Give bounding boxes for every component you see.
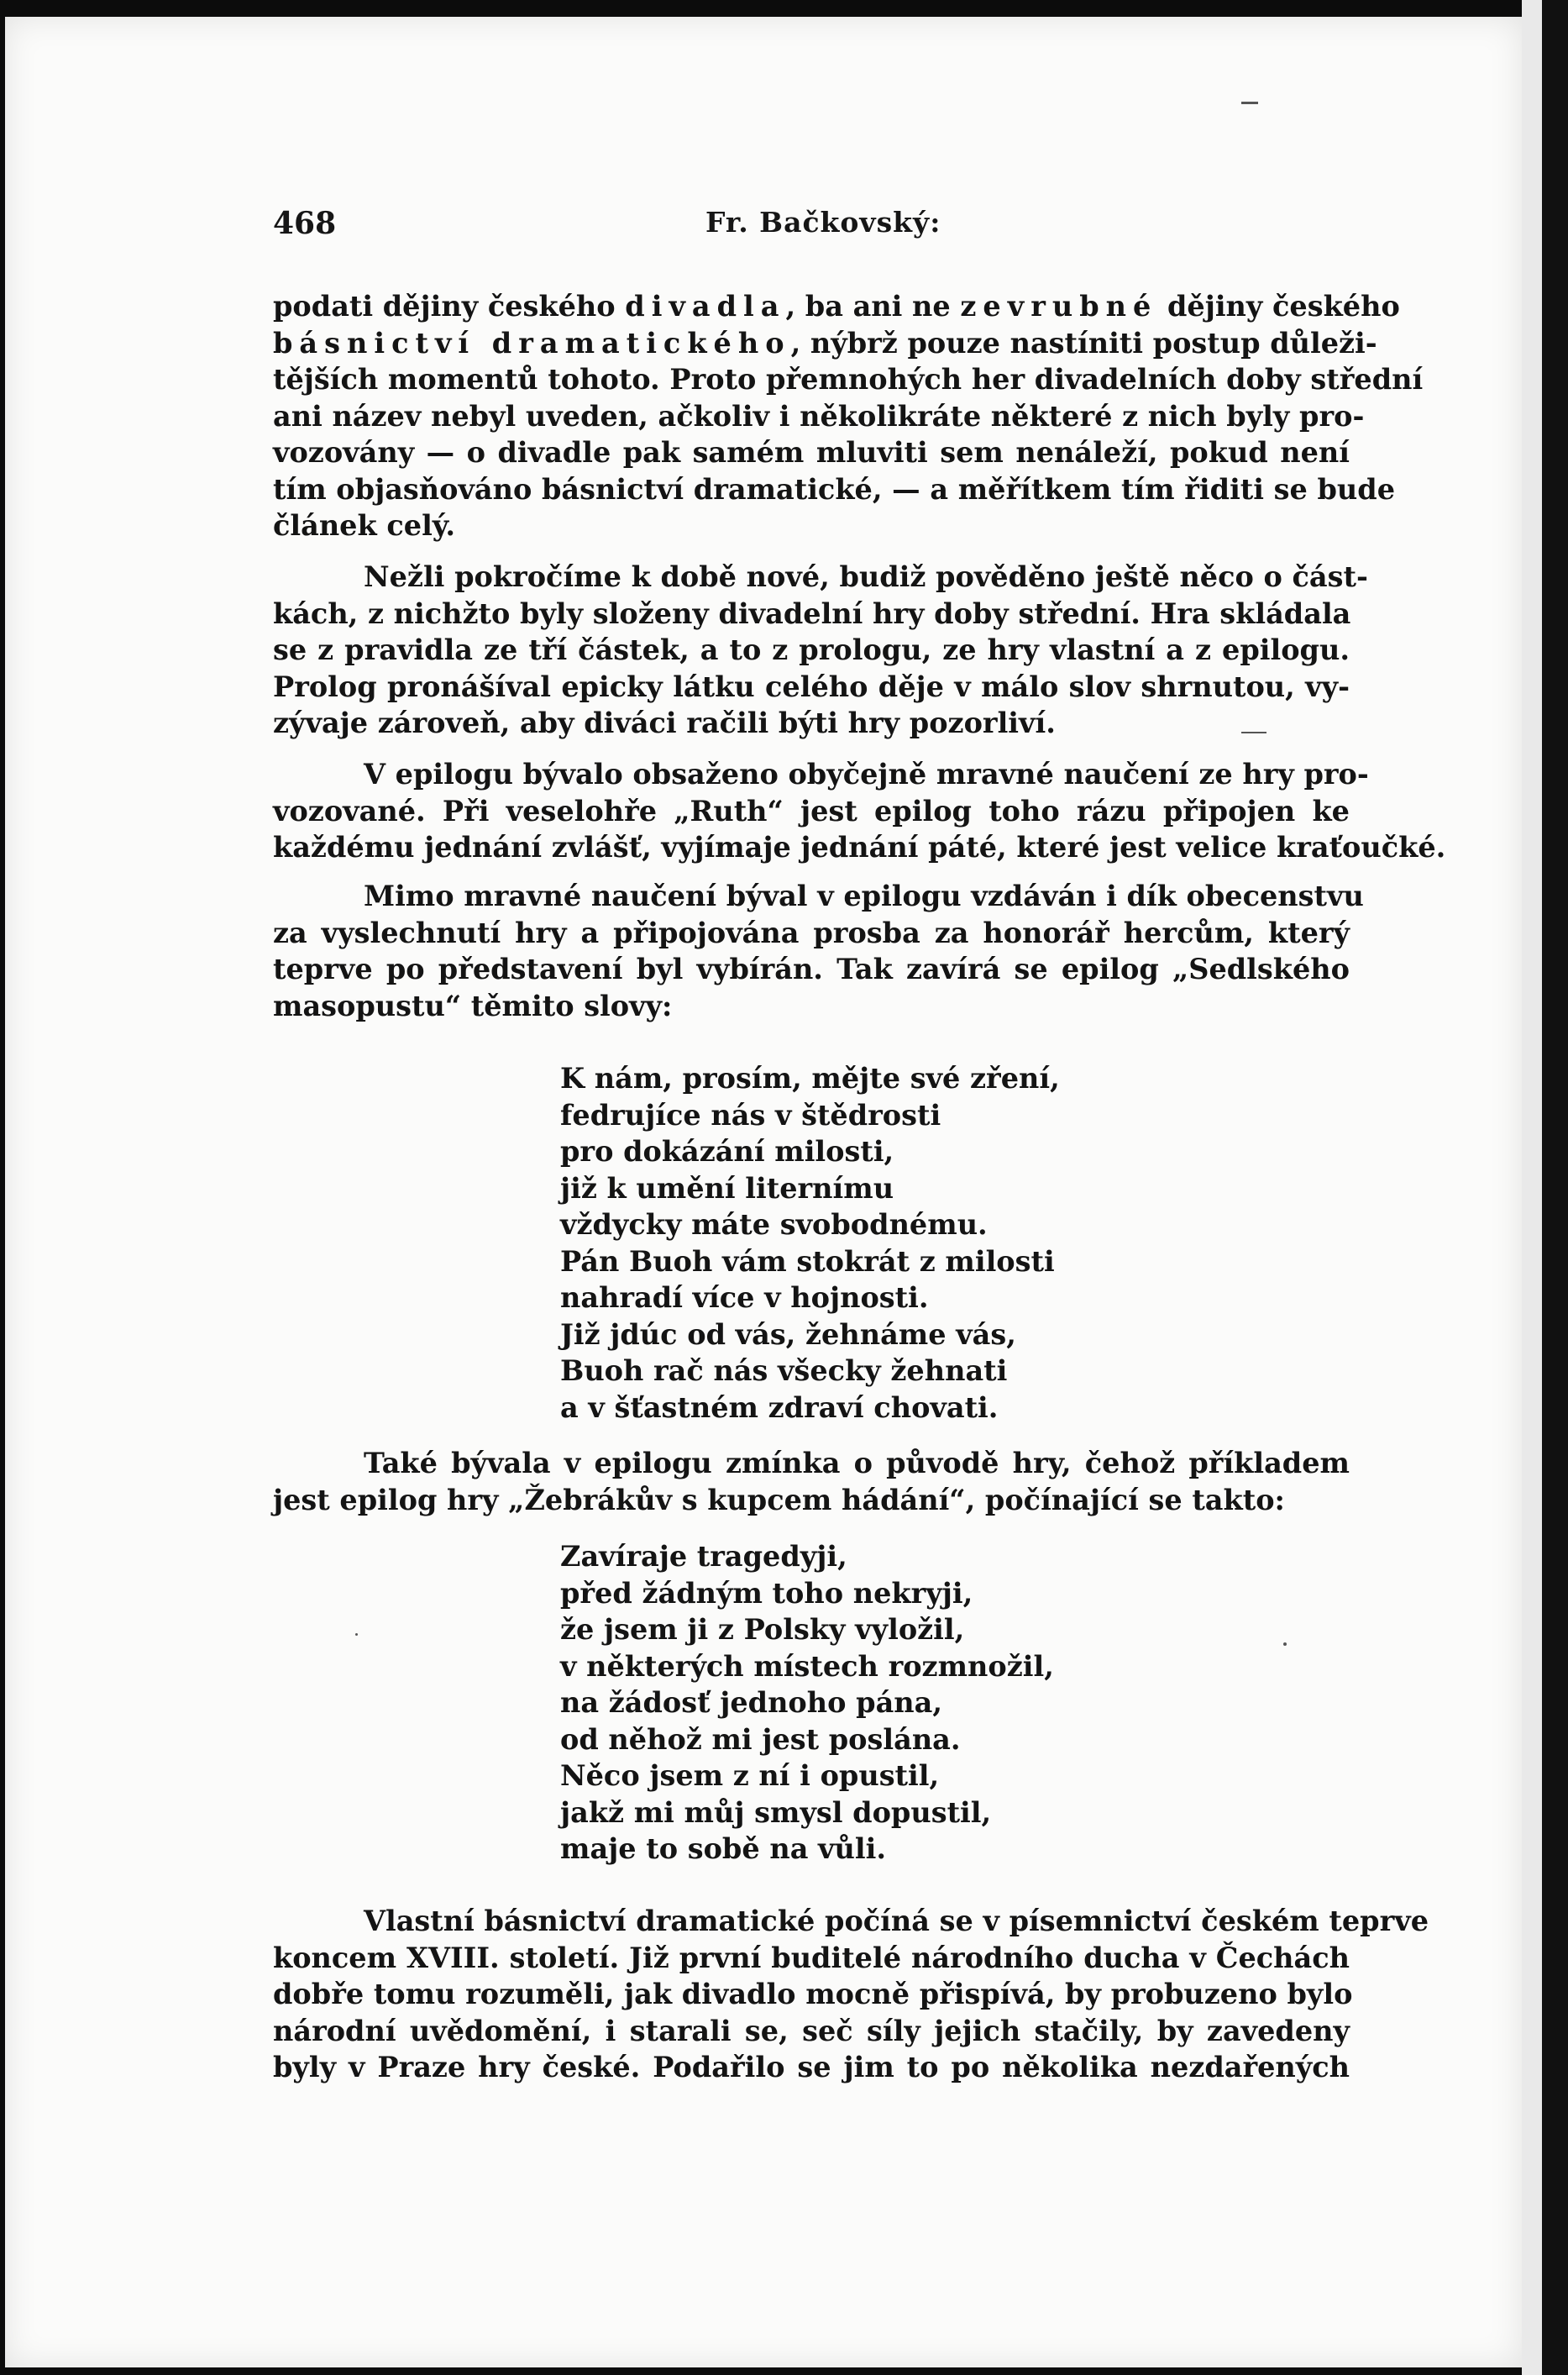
paragraph-5 xyxy=(273,1445,1350,1518)
text-line: podati dějiny českého divadla, ba ani ne zevrubné dějiny českého xyxy=(273,290,1400,323)
scan-mark-top xyxy=(1241,102,1258,104)
text-line: vozovány — o divadle pak samém mluviti sem nenáleží, pokud není xyxy=(273,436,1350,469)
text-line: byly v Praze hry české. Podařilo se jim to po několika nezdařených xyxy=(273,2051,1350,2083)
verse-line: že jsem ji z Polsky vyložil, xyxy=(560,1613,965,1646)
verse-line: již k umění liternímu xyxy=(560,1171,894,1205)
verse-block-1 xyxy=(560,1060,1060,1426)
verse-line: na žádosť jednoho pána, xyxy=(560,1686,942,1719)
verse-line: jakž mi můj smysl dopustil, xyxy=(560,1795,992,1829)
paragraph-3 xyxy=(273,756,1446,866)
spaced-emphasis: básnictví dramatického xyxy=(273,326,791,360)
text-line: každému jednání zvlášť, vyjímaje jednání páté, které jest velice kraťoučké. xyxy=(273,831,1446,864)
text-line: masopustu“ těmito slovy: xyxy=(273,989,673,1022)
verse-line: maje to sobě na vůli. xyxy=(560,1832,886,1865)
paragraph-1 xyxy=(273,288,1424,544)
text-line: zývaje zároveň, aby diváci račili býti hry pozorliví. xyxy=(273,707,1056,739)
text-line: dobře tomu rozuměli, jak divadlo mocně přispívá, by probuzeno bylo xyxy=(273,1978,1353,2010)
spaced-emphasis: divadla xyxy=(625,290,786,323)
verse-line: fedrujíce nás v štědrosti xyxy=(560,1098,941,1132)
verse-line: nahradí více v hojnosti. xyxy=(560,1281,929,1314)
text-line: národní uvědomění, i starali se, seč síly jejich stačily, by zavedeny xyxy=(273,2014,1350,2047)
verse-line: pro dokázání milosti, xyxy=(560,1135,894,1168)
verse-line: v některých místech rozmnožil, xyxy=(560,1649,1054,1683)
page-header xyxy=(273,206,1348,248)
paragraph-6 xyxy=(273,1903,1429,2086)
text-line: za vyslechnutí hry a připojována prosba za honorář hercům, který xyxy=(273,916,1350,949)
page-edge xyxy=(1522,0,1542,2375)
verse-line: před žádným toho nekryji, xyxy=(560,1576,973,1610)
scan-mark-dot xyxy=(1283,1642,1287,1646)
scan-border xyxy=(1542,0,1568,2375)
text-line: Mimo mravné naučení býval v epilogu vzdáván i dík obecenstvu xyxy=(364,880,1364,912)
scan-mark-dot xyxy=(355,1633,358,1636)
running-head: Fr. Bačkovský: xyxy=(705,206,941,239)
verse-line: K nám, prosím, mějte své zření, xyxy=(560,1062,1060,1095)
text-line: článek celý. xyxy=(273,509,456,542)
text-line: se z pravidla ze tří částek, a to z prologu, ze hry vlastní a z epilogu. xyxy=(273,633,1350,666)
text-line: Vlastní básnictví dramatické počíná se v písemnictví českém teprve xyxy=(364,1905,1429,1937)
verse-line: Pán Buoh vám stokrát z milosti xyxy=(560,1244,1055,1278)
text-line: kách, z nichžto byly složeny divadelní hry doby střední. Hra skládala xyxy=(273,596,1351,630)
paragraph-2 xyxy=(273,559,1368,742)
text-line: tějších momentů tohoto. Proto přemnohých her divadelních doby střední xyxy=(273,363,1424,396)
text-line: Také bývala v epilogu zmínka o původě hry, čehož příkladem xyxy=(364,1447,1350,1479)
text-line: ani název nebyl uveden, ačkoliv i několikráte některé z nich byly pro- xyxy=(273,399,1365,433)
text-line: Nežli pokročíme k době nové, budiž pověděno ještě něco o část- xyxy=(364,560,1368,593)
verse-line: vždycky máte svobodnému. xyxy=(560,1208,988,1241)
text-line: jest epilog hry „Žebrákův s kupcem hádání“, počínající se takto: xyxy=(273,1483,1285,1516)
text-line: teprve po představení byl vybírán. Tak zavírá se epilog „Sedlského xyxy=(273,953,1350,985)
text-line: Prolog pronášíval epicky látku celého děje v málo slov shrnutou, vy- xyxy=(273,670,1350,703)
verse-line: Již jdúc od vás, žehnáme vás, xyxy=(560,1317,1016,1351)
verse-line: od něhož mi jest poslána. xyxy=(560,1722,961,1756)
text-line: vozované. Při veselohře „Ruth“ jest epilog toho rázu připojen ke xyxy=(273,794,1350,828)
text-line: V epilogu bývalo obsaženo obyčejně mravné naučení ze hry pro- xyxy=(364,758,1369,791)
verse-line: a v šťastném zdraví chovati. xyxy=(560,1390,999,1424)
verse-line: Buoh rač nás všecky žehnati xyxy=(560,1354,1008,1387)
text-line: básnictví dramatického, nýbrž pouze nastíniti postup důleži- xyxy=(273,326,1377,360)
page-number: 468 xyxy=(273,206,337,241)
verse-line: Něco jsem z ní i opustil, xyxy=(560,1759,940,1792)
paragraph-4 xyxy=(273,878,1364,1024)
spaced-emphasis: zevrubné xyxy=(960,290,1158,323)
verse-block-2 xyxy=(560,1538,1054,1868)
text-line: koncem XVIII. století. Již první buditelé národního ducha v Čechách xyxy=(273,1941,1350,1974)
verse-line: Zavíraje tragedyji, xyxy=(560,1540,847,1573)
text-line: tím objasňováno básnictví dramatické, — a měřítkem tím řiditi se bude xyxy=(273,472,1396,506)
